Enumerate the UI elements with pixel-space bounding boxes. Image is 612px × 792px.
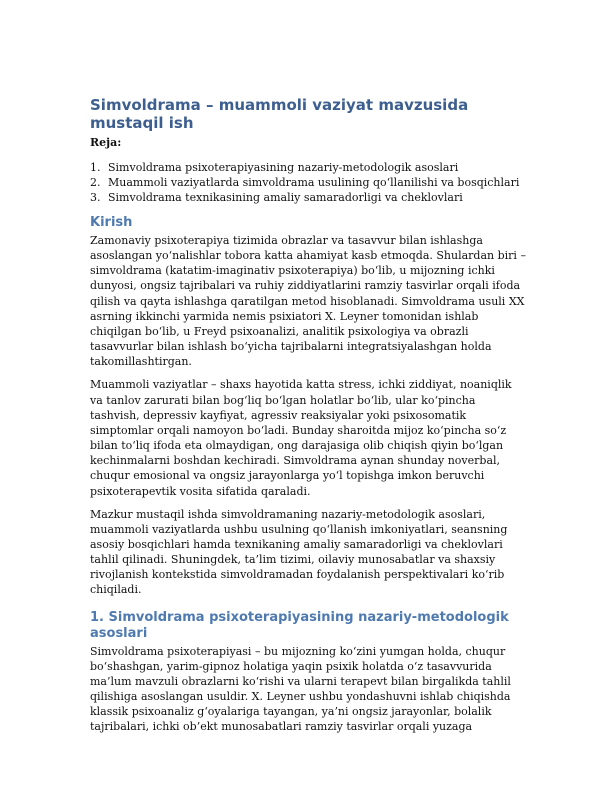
plan-item — [90, 160, 526, 175]
section-1-heading: 1. Simvoldrama psixoterapiyasining nazariy-metodologik asoslari — [90, 609, 509, 641]
document-page — [90, 96, 526, 743]
plan-item-number: 2. — [90, 176, 101, 189]
plan-label: Reja: — [90, 136, 122, 149]
section-1-paragraph: Simvoldrama psixoterapiyasi – bu mijozning ko‘zini yumgan holda, chuqur bo‘shashgan, yarim-gipnoz holatiga yaqin psixik holatda o‘z tasavvurida ma’lum mavzuli obrazlarni ko‘rishi va ularni terapevt bilan birgalikda tahlil qilishiga asoslangan usuldir. X. Leyner ushbu yondashuvni ishlab chiqishda klassik psixoanaliz g‘oyalariga tayangan, ya’ni ongsiz jarayonlar, bolalik tajribalari, ichki ob’ekt munosabatlari ramziy tasvirlar orqali yuzaga — [90, 644, 511, 734]
plan-item — [90, 190, 526, 205]
intro-paragraph: Muammoli vaziyatlar – shaxs hayotida katta stress, ichki ziddiyat, noaniqlik va tanlov zarurati bilan bog‘liq bo‘lgan holatlar bo‘lib, ular ko‘pincha tashvish, depressiv kayfiyat, agressiv reaksiyalar yoki psixosomatik simptomlar orqali namoyon bo‘ladi. Bunday sharoitda mijoz ko‘pincha so‘z bilan to‘liq ifoda eta olmaydigan, ong darajasiga olib chiqish qiyin bo‘lgan kechinmalarni boshdan kechiradi. Simvoldrama aynan shunday noverbal, chuqur emosional va ongsiz jarayonlarga yo‘l topishga imkon beruvchi psixoterapevtik vosita sifatida qaraladi. — [90, 378, 512, 498]
plan-item — [90, 175, 526, 190]
plan-item-text: Muammoli vaziyatlarda simvoldrama usulining qo‘llanilishi va bosqichlari — [108, 176, 520, 189]
intro-heading: Kirish — [90, 215, 133, 230]
plan-item-text: Simvoldrama texnikasining amaliy samaradorligi va cheklovlari — [108, 191, 463, 204]
plan-item-number: 1. — [90, 161, 101, 174]
plan-item-number: 3. — [90, 191, 101, 204]
intro-paragraph: Mazkur mustaqil ishda simvoldramaning nazariy-metodologik asoslari, muammoli vaziyatlarda ushbu usulning qo‘llanish imkoniyatlari, seansning asosiy bosqichlari hamda texnikaning amaliy samaradorligi va cheklovlari tahlil qilinadi. Shuningdek, ta’lim tizimi, oilaviy munosabatlar va shaxsiy rivojlanish kontekstida simvoldramadan foydalanish perspektivalari ko‘rib chiqiladi. — [90, 507, 508, 597]
document-title: Simvoldrama – muammoli vaziyat mavzusida mustaqil ish — [90, 96, 469, 132]
intro-paragraph: Zamonaviy psixoterapiya tizimida obrazlar va tasavvur bilan ishlashga asoslangan yo‘nalishlar tobora katta ahamiyat kasb etmoqda. Shulardan biri – simvoldrama (katatim-imaginativ psixoterapiya) bo‘lib, u mijozning ichki dunyosi, ongsiz tajribalari va ruhiy ziddiyatlarini ramziy tasvirlar orqali ifoda qilish va qayta ishlashga qaratilgan metod hisoblanadi. Simvoldrama usuli XX asrning ikkinchi yarmida nemis psixiatori X. Leyner tomonidan ishlab chiqilgan bo‘lib, u Freyd psixoanalizi, analitik psixologiya va obrazli tasavvurlar bilan ishlash bo‘yicha tajribalarni integratsiyalashgan holda takomillashtirgan. — [90, 234, 526, 369]
plan-item-text: Simvoldrama psixoterapiyasining nazariy-metodologik asoslari — [108, 161, 459, 174]
plan-list — [90, 160, 526, 205]
